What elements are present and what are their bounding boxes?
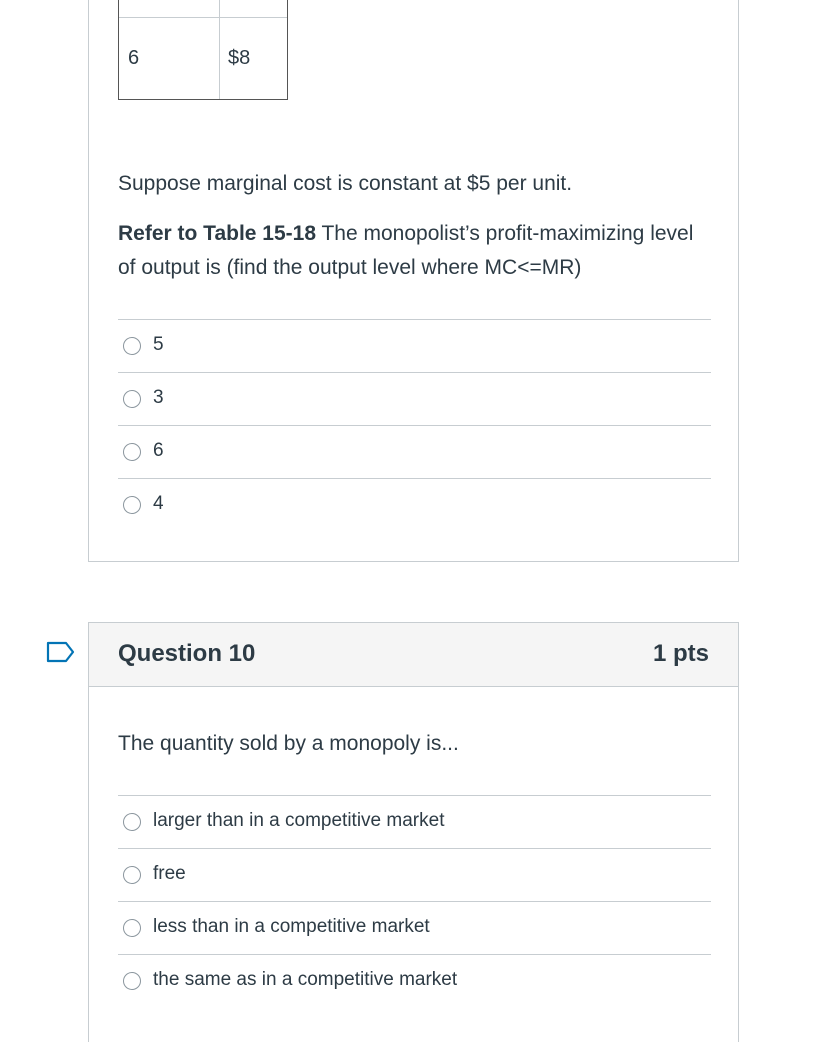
radio-button[interactable] [123, 866, 141, 884]
price-quantity-table [118, 0, 288, 100]
question-9-prompt-line1: Suppose marginal cost is constant at $5 per unit. [118, 172, 573, 195]
radio-button[interactable] [123, 496, 141, 514]
question-points: 1 pts [652, 640, 709, 667]
table-cell-quantity: 6 [128, 47, 140, 69]
answer-label[interactable]: 6 [153, 440, 164, 461]
question-10-answers [118, 795, 711, 1007]
answer-option[interactable] [118, 901, 711, 954]
question-10-card [88, 622, 739, 1042]
question-10-header [89, 623, 738, 687]
answer-option[interactable] [118, 372, 711, 425]
question-10-prompt: The quantity sold by a monopoly is... [118, 732, 459, 755]
answer-option[interactable] [118, 425, 711, 478]
answer-label[interactable]: 3 [153, 387, 164, 408]
answer-label[interactable]: the same as in a competitive market [153, 969, 458, 990]
answer-option[interactable] [118, 848, 711, 901]
question-9-prompt-rest: The monopolist’s profit-maximizing level of output is (find the output level where MC<=MR) [118, 222, 694, 279]
answer-option[interactable] [118, 478, 711, 531]
radio-button[interactable] [123, 337, 141, 355]
table-cell-price: $8 [228, 47, 251, 69]
question-9-answers [118, 319, 711, 531]
answer-label[interactable]: 4 [153, 493, 164, 514]
question-9-card [88, 0, 739, 562]
radio-button[interactable] [123, 443, 141, 461]
radio-button[interactable] [123, 390, 141, 408]
answer-label[interactable]: 5 [153, 334, 164, 355]
question-9-prompt [118, 217, 698, 285]
radio-button[interactable] [123, 972, 141, 990]
answer-option[interactable] [118, 954, 711, 1007]
radio-button[interactable] [123, 813, 141, 831]
table-reference: Refer to Table 15-18 [118, 222, 317, 245]
radio-button[interactable] [123, 919, 141, 937]
flag-question-icon[interactable] [46, 641, 76, 663]
question-title: Question 10 [118, 640, 256, 667]
answer-label[interactable]: free [153, 863, 186, 884]
answer-label[interactable]: less than in a competitive market [153, 916, 430, 937]
answer-option[interactable] [118, 319, 711, 372]
answer-option[interactable] [118, 795, 711, 848]
answer-label[interactable]: larger than in a competitive market [153, 810, 445, 831]
